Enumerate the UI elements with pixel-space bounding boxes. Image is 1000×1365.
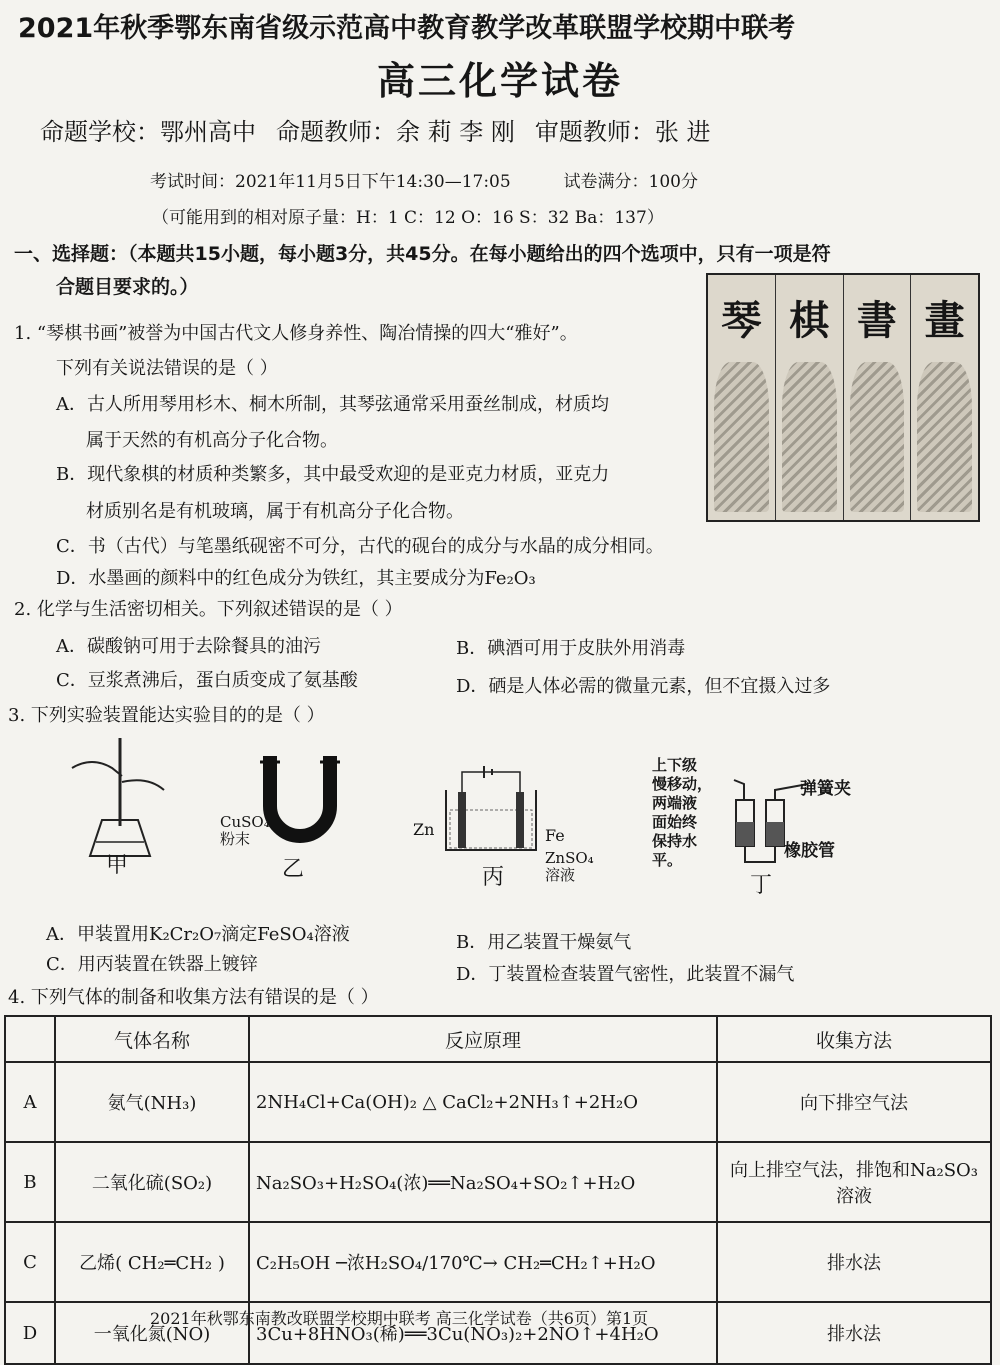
q1-option-d: D．水墨画的颜料中的红色成分为铁红，其主要成分为Fe₂O₃ xyxy=(56,568,536,589)
page-footer: 2021年秋鄂东南教改联盟学校期中联考 高三化学试卷（共6页）第1页 xyxy=(150,1309,649,1328)
scene-figure xyxy=(850,362,905,512)
painting-panel-qi xyxy=(776,275,844,520)
section-heading-line2: 合题目要求的。） xyxy=(56,276,199,298)
q3-option-c: C．用丙装置在铁器上镀锌 xyxy=(46,954,258,975)
author-school-label: 命题学校： xyxy=(40,118,160,146)
exam-header-title: 2021年秋季鄂东南省级示范高中教育教学改革联盟学校期中联考 xyxy=(18,13,796,44)
bing-solution-label xyxy=(545,850,594,884)
author-teacher-label: 命题教师： xyxy=(276,118,396,146)
apparatus-bing-electrolysis xyxy=(436,766,546,856)
qin-qi-shu-hua-painting xyxy=(706,273,980,522)
row-key: A xyxy=(5,1062,55,1142)
q2-stem: 2. 化学与生活密切相关。下列叙述错误的是（ ） xyxy=(14,599,403,620)
row-collect: 排水法 xyxy=(717,1302,991,1364)
ding-note xyxy=(652,756,712,870)
q1-stem-line1: 1. “琴棋书画”被誉为中国古代文人修身养性、陶冶情操的四大“雅好”。 xyxy=(14,323,578,344)
ding-note-line: 上下级 xyxy=(652,756,698,774)
painting-panel-shu xyxy=(844,275,912,520)
ding-note-line: 面始终 xyxy=(652,813,698,831)
author-teacher: 余 莉 李 刚 xyxy=(396,118,515,146)
section-heading-line1: 一、选择题：（本题共15小题，每小题3分，共45分。在每小题给出的四个选项中，只有一项是符 xyxy=(14,243,831,265)
painting-char: 書 xyxy=(856,297,897,344)
atomic-masses: （可能用到的相对原子量：H：1 C：12 O：16 S：32 Ba：137） xyxy=(152,208,664,228)
q1-option-b-line1: B．现代象棋的材质种类繁多，其中最受欢迎的是亚克力材质，亚克力 xyxy=(56,464,610,485)
row-gas: 二氧化硫(SO₂) xyxy=(55,1142,249,1222)
q4-stem: 4. 下列气体的制备和收集方法有错误的是（ ） xyxy=(8,987,379,1008)
painting-char: 琴 xyxy=(721,297,762,344)
q3-option-d: D．丁装置检查装置气密性，此装置不漏气 xyxy=(456,964,795,985)
ding-note-line: 保持水 xyxy=(652,832,698,850)
q3-stem: 3. 下列实验装置能达实验目的的是（ ） xyxy=(8,705,325,726)
header-reaction: 反应原理 xyxy=(249,1016,717,1062)
label-yi: 乙 xyxy=(282,857,305,882)
row-collect: 排水法 xyxy=(717,1222,991,1302)
yi-cuso4-label xyxy=(220,814,270,848)
scene-figure xyxy=(782,362,837,512)
row-key: D xyxy=(5,1302,55,1364)
row-reaction: C₂H₅OH ─浓H₂SO₄/170℃→ CH₂═CH₂↑+H₂O xyxy=(249,1222,717,1302)
paper-title: 高三化学试卷 xyxy=(376,59,623,103)
row-key: C xyxy=(5,1222,55,1302)
author-line xyxy=(40,112,711,147)
q2-option-c: C．豆浆煮沸后，蛋白质变成了氨基酸 xyxy=(56,670,358,691)
header-key xyxy=(5,1016,55,1062)
yi-text-1: CuSO₄ xyxy=(220,813,270,831)
label-bing: 丙 xyxy=(482,865,505,890)
q2-option-a: A．碳酸钠可用于去除餐具的油污 xyxy=(56,636,321,657)
bing-fe-label: Fe xyxy=(545,826,565,845)
painting-char: 棋 xyxy=(789,297,830,344)
full-score: 试卷满分：100分 xyxy=(563,172,698,192)
scene-figure xyxy=(917,362,972,512)
label-jia: 甲 xyxy=(106,853,129,878)
label-ding: 丁 xyxy=(750,873,773,898)
ding-tube-label: 橡胶管 xyxy=(784,841,835,861)
q3-option-a: A．甲装置用K₂Cr₂O₇滴定FeSO₄溶液 xyxy=(46,924,350,945)
row-reaction: Na₂SO₃+H₂SO₄(浓)══Na₂SO₄+SO₂↑+H₂O xyxy=(249,1142,717,1222)
bing-zn-label: Zn xyxy=(413,820,435,839)
header-collect: 收集方法 xyxy=(717,1016,991,1062)
q1-option-a-line2: 属于天然的有机高分子化合物。 xyxy=(86,430,338,451)
row-gas: 氨气(NH₃) xyxy=(55,1062,249,1142)
ding-note-line: 慢移动， xyxy=(652,775,713,793)
exam-info xyxy=(150,167,698,192)
row-key: B xyxy=(5,1142,55,1222)
ding-clip-label: 弹簧夹 xyxy=(800,779,851,799)
q2-option-d: D．硒是人体必需的微量元素，但不宜摄入过多 xyxy=(456,676,831,697)
author-school: 鄂州高中 xyxy=(160,118,256,146)
table-header-row xyxy=(5,1016,991,1062)
row-reaction: 3Cu+8HNO₃(稀)══3Cu(NO₃)₂+2NO↑+4H₂O xyxy=(249,1302,717,1364)
row-gas: 乙烯( CH₂═CH₂ ) xyxy=(55,1222,249,1302)
table-row xyxy=(5,1142,991,1222)
row-reaction: 2NH₄Cl+Ca(OH)₂ △ CaCl₂+2NH₃↑+2H₂O xyxy=(249,1062,717,1142)
table-row xyxy=(5,1062,991,1142)
q1-option-c: C．书（古代）与笔墨纸砚密不可分，古代的砚台的成分与水晶的成分相同。 xyxy=(56,536,664,557)
bing-sol-1: ZnSO₄ xyxy=(545,849,594,867)
q1-stem-line2: 下列有关说法错误的是（ ） xyxy=(56,358,278,379)
table-row xyxy=(5,1222,991,1302)
q3-option-b: B．用乙装置干燥氨气 xyxy=(456,932,632,953)
q1-option-b-line2: 材质别名是有机玻璃，属于有机高分子化合物。 xyxy=(86,501,464,522)
painting-panel-qin xyxy=(708,275,776,520)
q1-option-a-line1: A．古人所用琴用杉木、桐木所制，其琴弦通常采用蚕丝制成，材质均 xyxy=(56,394,609,415)
reviewer-label: 审题教师： xyxy=(534,118,655,146)
ding-note-line: 平。 xyxy=(652,851,683,869)
q2-option-b: B．碘酒可用于皮肤外用消毒 xyxy=(456,638,686,659)
scene-figure xyxy=(714,362,769,512)
painting-char: 畫 xyxy=(924,297,965,344)
row-collect: 向下排空气法 xyxy=(717,1062,991,1142)
bing-sol-2: 溶液 xyxy=(545,866,576,884)
reviewer: 张 进 xyxy=(654,118,711,146)
header-gas: 气体名称 xyxy=(55,1016,249,1062)
painting-panel-hua xyxy=(911,275,978,520)
yi-text-2: 粉末 xyxy=(220,830,251,848)
exam-time: 考试时间：2021年11月5日下午14:30—17:05 xyxy=(150,172,511,192)
row-collect: 向上排空气法，排饱和Na₂SO₃溶液 xyxy=(717,1142,991,1222)
row-gas: 一氧化氮(NO) xyxy=(55,1302,249,1364)
ding-note-line: 两端液 xyxy=(652,794,698,812)
